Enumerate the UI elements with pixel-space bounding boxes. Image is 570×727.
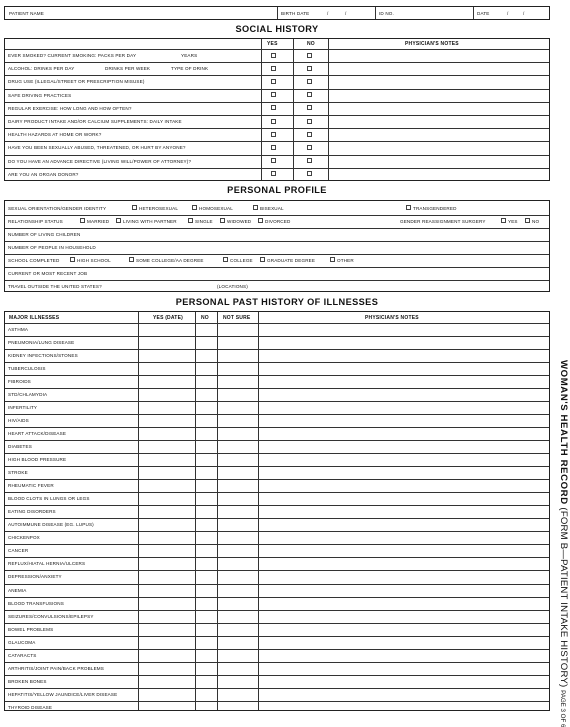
divider <box>5 62 549 63</box>
divider <box>5 89 549 90</box>
illness-row-label: TUBERCULOSIS <box>8 365 46 371</box>
divider <box>5 215 549 216</box>
illness-row-label: HIV/AIDS <box>8 417 29 423</box>
divider <box>5 623 549 624</box>
divider <box>5 267 549 268</box>
drinks-per-week-label: DRINKS PER WEEK <box>105 66 151 72</box>
divider <box>5 141 549 142</box>
checkbox-yes[interactable] <box>271 92 276 97</box>
checkbox[interactable] <box>223 257 228 262</box>
divider <box>5 505 549 506</box>
illness-row-label: HEART ATTACK/DISEASE <box>8 430 67 436</box>
illness-row-label: HEPATITIS/YELLOW JAUNDICE/LIVER DISEASE <box>8 691 118 697</box>
divider <box>5 75 549 76</box>
col-major-illnesses: MAJOR ILLNESSES <box>9 315 60 321</box>
illness-row-label: BROKEN BONES <box>8 678 47 684</box>
divider <box>5 570 549 571</box>
illness-row-label: CANCER <box>8 548 29 554</box>
divider <box>5 349 549 350</box>
divider <box>138 312 139 710</box>
divider <box>5 649 549 650</box>
checkbox-no[interactable] <box>307 171 312 176</box>
checkbox[interactable] <box>132 205 137 210</box>
illness-row-label: ANEMIA <box>8 587 27 593</box>
divider <box>5 362 549 363</box>
orientation-row <box>8 205 548 213</box>
illness-row-label: THYROID DISEASE <box>8 704 53 710</box>
divider <box>5 675 549 676</box>
checkbox-yes[interactable] <box>271 132 276 137</box>
illness-row-label: INFERTILITY <box>8 404 38 410</box>
social-row-label: DAIRY PRODUCT INTAKE AND/OR CALCIUM SUPPLEMENTS: DAILY INTAKE <box>8 119 182 124</box>
checkbox[interactable] <box>116 218 121 223</box>
checkbox[interactable] <box>192 205 197 210</box>
divider <box>5 323 549 324</box>
divider <box>5 453 549 454</box>
divider <box>5 336 549 337</box>
divider <box>5 388 549 389</box>
divider <box>5 115 549 116</box>
checkbox-no[interactable] <box>307 132 312 137</box>
col-physicians-notes: PHYSICIAN'S NOTES <box>365 315 419 321</box>
school-row <box>8 257 548 265</box>
illness-row-label: PNEUMONIA/LUNG DISEASE <box>8 339 75 345</box>
option-no: NO <box>532 219 540 224</box>
divider <box>5 531 549 532</box>
illness-row-label: SEIZURES/CONVULSIONS/EPILEPSY <box>8 613 94 619</box>
birth-date-slash: / <box>327 11 329 16</box>
divider <box>293 39 294 180</box>
illness-row-label: BLOOD TRANSFUSIONS <box>8 600 64 606</box>
divider <box>5 544 549 545</box>
checkbox[interactable] <box>220 218 225 223</box>
option-yes: YES <box>508 219 518 224</box>
illness-row-label: FIBROIDS <box>8 378 31 384</box>
col-not-sure: NOT SURE <box>223 315 251 321</box>
divider <box>5 241 549 242</box>
checkbox-no[interactable] <box>307 158 312 163</box>
id-no-label: ID NO. <box>379 11 394 16</box>
illness-row-label: EATING DISORDERS <box>8 509 56 515</box>
divider <box>5 518 549 519</box>
checkbox[interactable] <box>501 218 506 223</box>
illness-row-label: STROKE <box>8 470 28 476</box>
social-history-table <box>4 38 550 181</box>
checkbox[interactable] <box>70 257 75 262</box>
patient-name-label: PATIENT NAME <box>9 11 44 16</box>
divider <box>5 280 549 281</box>
illness-row-label: BLOOD CLOTS IN LUNGS OR LEGS <box>8 496 90 502</box>
divider <box>5 254 549 255</box>
birth-date-label: BIRTH DATE <box>281 11 310 16</box>
checkbox-yes[interactable] <box>271 53 276 58</box>
date-slash: / <box>507 11 509 16</box>
illness-row-label: STD/CHLAMYDIA <box>8 391 48 397</box>
option-widowed: WIDOWED <box>227 219 252 224</box>
form-title: WOMAN'S HEALTH RECORD <box>558 360 569 505</box>
school-label: SCHOOL COMPLETED <box>8 258 60 263</box>
divider <box>5 610 549 611</box>
relationship-row <box>8 218 548 226</box>
people-household-label: NUMBER OF PEOPLE IN HOUSEHOLD <box>8 245 96 250</box>
checkbox-yes[interactable] <box>271 171 276 176</box>
checkbox-no[interactable] <box>307 66 312 71</box>
divider <box>5 636 549 637</box>
checkbox-yes[interactable] <box>271 119 276 124</box>
checkbox-no[interactable] <box>307 145 312 150</box>
relationship-label: RELATIONSHIP STATUS <box>8 219 63 224</box>
checkbox[interactable] <box>129 257 134 262</box>
option-heterosexual: HETEROSEXUAL <box>139 206 179 211</box>
divider <box>258 312 259 710</box>
illness-row-label: ASTHMA <box>8 326 29 332</box>
checkbox-yes[interactable] <box>271 79 276 84</box>
divider <box>5 375 549 376</box>
divider <box>5 49 549 50</box>
social-row-label: ALCOHOL: DRINKS PER DAY <box>8 66 75 72</box>
social-row-label: REGULAR EXERCISE: HOW LONG AND HOW OFTEN? <box>8 105 132 111</box>
illness-history-table <box>4 311 550 711</box>
option-college: COLLEGE <box>230 258 253 263</box>
illness-row-label: RHEUMATIC FEVER <box>8 483 54 489</box>
checkbox-no[interactable] <box>307 92 312 97</box>
divider <box>5 466 549 467</box>
option-some-college: SOME COLLEGE/AA DEGREE <box>136 258 204 263</box>
illness-row-label: DIABETES <box>8 443 32 449</box>
option-graduate-degree: GRADUATE DEGREE <box>267 258 316 263</box>
gender-surgery-label: GENDER REASSIGNMENT SURGERY <box>400 219 486 224</box>
checkbox-yes[interactable] <box>271 66 276 71</box>
checkbox[interactable] <box>188 218 193 223</box>
option-living-with-partner: LIVING WITH PARTNER <box>123 219 177 224</box>
social-row-label: HAVE YOU BEEN SEXUALLY ABUSED, THREATENED, OR HURT BY ANYONE? <box>8 145 186 151</box>
illness-row-label: REFLUX/HIATAL HERNIA/ULCERS <box>8 561 86 567</box>
checkbox[interactable] <box>406 205 411 210</box>
checkbox-no[interactable] <box>307 79 312 84</box>
checkbox-no[interactable] <box>307 105 312 110</box>
personal-profile-title: PERSONAL PROFILE <box>227 185 327 195</box>
illness-row-label: ARTHRITIS/JOINT PAIN/BACK PROBLEMS <box>8 665 104 671</box>
illness-row-label: KIDNEY INFECTIONS/STONES <box>8 352 78 358</box>
col-physicians-notes: PHYSICIAN'S NOTES <box>405 41 459 47</box>
years-label: YEARS <box>181 53 198 58</box>
divider <box>5 688 549 689</box>
divider <box>375 7 376 19</box>
social-row-label: HEALTH HAZARDS AT HOME OR WORK? <box>8 132 102 138</box>
date-label: DATE <box>477 11 490 16</box>
current-job-label: CURRENT OR MOST RECENT JOB <box>8 271 88 276</box>
option-married: MARRIED <box>87 219 110 224</box>
illness-row-label: CATARACTS <box>8 652 37 658</box>
divider <box>5 557 549 558</box>
option-transgendered: TRANSGENDERED <box>413 206 457 211</box>
social-history-title: SOCIAL HISTORY <box>235 24 319 34</box>
option-bisexual: BISEXUAL <box>260 206 284 211</box>
date-slash: / <box>523 11 525 16</box>
option-single: SINGLE <box>195 219 213 224</box>
col-yes-date: YES (DATE) <box>153 315 183 321</box>
checkbox[interactable] <box>330 257 335 262</box>
social-row-label: DRUG USE (ILLEGAL/STREET OR PRESCRIPTION MISUSE) <box>8 79 145 85</box>
social-row-label: DO YOU HAVE AN ADVANCE DIRECTIVE (LIVING WILL/POWER OF ATTORNEY)? <box>8 158 192 164</box>
divider <box>5 401 549 402</box>
col-no: NO <box>201 315 209 321</box>
living-children-label: NUMBER OF LIVING CHILDREN <box>8 232 81 237</box>
divider <box>261 39 262 180</box>
option-other: OTHER <box>337 258 354 263</box>
illness-row-label: BOWEL PROBLEMS <box>8 626 54 632</box>
divider <box>5 584 549 585</box>
illness-history-title: PERSONAL PAST HISTORY OF ILLNESSES <box>175 297 379 307</box>
divider <box>195 312 196 710</box>
social-row-label: EVER SMOKED? CURRENT SMOKING: PACKS PER DAY <box>8 53 137 58</box>
checkbox[interactable] <box>253 205 258 210</box>
illness-row-label: GLAUCOMA <box>8 639 36 645</box>
divider <box>5 701 549 702</box>
header-bar <box>4 6 550 20</box>
divider <box>328 39 329 180</box>
divider <box>5 479 549 480</box>
locations-label: (LOCATIONS) <box>217 284 248 289</box>
divider <box>217 312 218 710</box>
illness-row-label: DEPRESSION/ANXIETY <box>8 574 62 580</box>
type-of-drink-label: TYPE OF DRINK <box>171 66 209 72</box>
divider <box>5 228 549 229</box>
divider <box>5 427 549 428</box>
divider <box>5 597 549 598</box>
checkbox[interactable] <box>258 218 263 223</box>
travel-label: TRAVEL OUTSIDE THE UNITED STATES? <box>8 284 102 289</box>
option-homosexual: HOMOSEXUAL <box>199 206 233 211</box>
side-title <box>556 360 570 727</box>
divider <box>5 662 549 663</box>
birth-date-slash: / <box>345 11 347 16</box>
social-row-label: SAFE DRIVING PRACTICES <box>8 92 72 98</box>
divider <box>5 102 549 103</box>
checkbox[interactable] <box>80 218 85 223</box>
divider <box>473 7 474 19</box>
illness-row-label: HIGH BLOOD PRESSURE <box>8 457 67 462</box>
divider <box>5 128 549 129</box>
col-yes: YES <box>267 41 278 47</box>
divider <box>5 440 549 441</box>
checkbox[interactable] <box>260 257 265 262</box>
orientation-label: SEXUAL ORIENTATION/GENDER IDENTITY <box>8 206 107 211</box>
checkbox-yes[interactable] <box>271 145 276 150</box>
col-no: NO <box>307 41 315 47</box>
option-divorced: DIVORCED <box>265 219 291 224</box>
personal-profile-table <box>4 200 550 292</box>
checkbox-no[interactable] <box>307 119 312 124</box>
illness-row-label: CHICKENPOX <box>8 535 40 541</box>
divider <box>5 168 549 169</box>
checkbox[interactable] <box>525 218 530 223</box>
divider <box>277 7 278 19</box>
social-row-label: ARE YOU AN ORGAN DONOR? <box>8 171 79 177</box>
illness-row-label: AUTOIMMUNE DISEASE (EG. LUPUS) <box>8 522 94 528</box>
divider <box>5 155 549 156</box>
form-subtitle: (FORM B—PATIENT INTAKE HISTORY) <box>558 507 569 688</box>
option-high-school: HIGH SCHOOL <box>77 258 111 263</box>
divider <box>5 492 549 493</box>
checkbox-yes[interactable] <box>271 105 276 110</box>
page-number: PAGE 3 OF 6 <box>559 690 566 727</box>
divider <box>5 414 549 415</box>
checkbox-yes[interactable] <box>271 158 276 163</box>
checkbox-no[interactable] <box>307 53 312 58</box>
